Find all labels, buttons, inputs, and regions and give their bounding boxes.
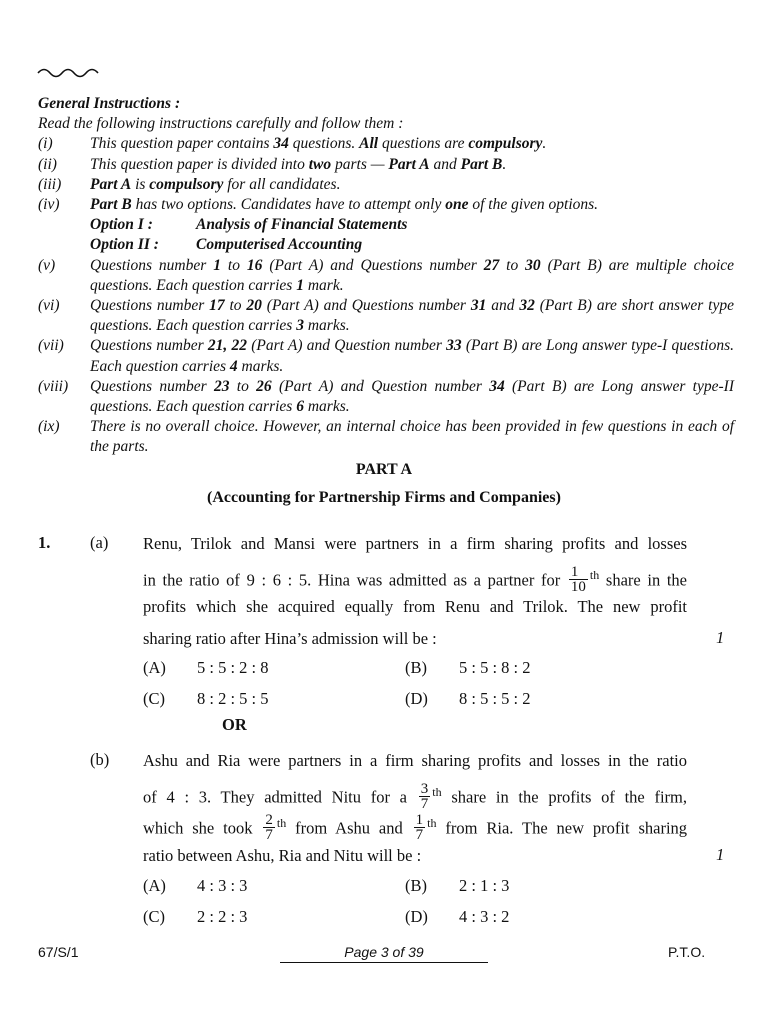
wave-ornament-icon [36, 64, 102, 80]
fraction-one-tenth: $\frac{1}{10}$ [570, 563, 586, 595]
instruction-number: (iv) [38, 196, 60, 214]
q1b-line-3-post: from Ria. The new profit sharing [445, 818, 688, 838]
q1a-line-3: profits which she acquired equally from Renu and Trilok. The new profit [143, 597, 687, 616]
part-b-option [38, 235, 734, 255]
instruction-number: (ii) [38, 155, 57, 173]
q1a-line-4: sharing ratio after Hina’s admission will be : [143, 628, 437, 648]
option-value: Analysis of Financial Statements [196, 216, 408, 234]
instruction-item [38, 134, 734, 154]
instruction-text: There is no overall choice. However, an internal choice has been provided in few questions in each of the parts. [90, 418, 734, 456]
subquestion-a-label: (a) [90, 533, 109, 552]
option-value: Computerised Accounting [196, 236, 363, 254]
q1b-line-3-mid: from Ashu and [295, 818, 403, 838]
option-label: Option I : [90, 216, 153, 234]
q1b-line-3 [143, 808, 688, 844]
instruction-text: Part B has two options. Candidates have to attempt only one of the given options. [90, 196, 599, 214]
instruction-text: Questions number 17 to 20 (Part A) and Questions number 31 and 32 (Part B) are short answer type questions. Each question carries 3 marks. [90, 297, 734, 335]
instruction-text: Questions number 21, 22 (Part A) and Question number 33 (Part B) are Long answer type-I questions. Each question carries 4 marks. [90, 337, 734, 375]
instruction-number: (v) [38, 256, 56, 274]
instruction-item [38, 377, 734, 417]
instruction-text: Questions number 23 to 26 (Part A) and Question number 34 (Part B) are Long answer type-II questions. Each question carries 6 marks. [90, 377, 734, 416]
q1a-line-2-pre: in the ratio of 9 : 6 : 5. Hina was admitted as a partner for [143, 570, 561, 589]
option-d[interactable]: (D) 4 : 3 : 2 [405, 907, 510, 926]
subquestion-b-label: (b) [90, 750, 110, 769]
please-turn-over: P.T.O. [668, 944, 706, 960]
ordinal-suffix: th [589, 567, 600, 582]
question-1a-text [143, 528, 687, 654]
instruction-number: (vii) [38, 337, 64, 355]
q1b-line-1: Ashu and Ria were partners in a firm sharing profits and losses in the ratio [143, 751, 687, 770]
q1b-line-2 [143, 777, 688, 812]
ordinal-suffix: th [276, 816, 287, 830]
instruction-number: (ix) [38, 418, 60, 436]
instruction-item [38, 195, 734, 215]
instructions-intro: Read the following instructions carefully and follow them : [38, 115, 404, 133]
instruction-item [38, 175, 734, 195]
instructions-list [38, 134, 734, 457]
option-b[interactable]: (B) 2 : 1 : 3 [405, 876, 510, 895]
fraction-two-sevenths: $\frac{2}{7}$ [265, 812, 273, 844]
instruction-item [38, 155, 734, 175]
paper-code: 67/S/1 [38, 944, 79, 960]
part-title: PART A [355, 461, 413, 478]
option-c[interactable]: (C) 8 : 2 : 5 : 5 [143, 689, 269, 708]
q1a-line-1: Renu, Trilok and Mansi were partners in a firm sharing profits and losses [143, 534, 687, 553]
q1a-line-2 [143, 560, 688, 595]
option-a[interactable]: (A) 5 : 5 : 2 : 8 [143, 658, 269, 677]
instruction-number: (viii) [38, 377, 69, 395]
instructions-title: General Instructions : [38, 95, 181, 112]
part-subtitle: (Accounting for Partnership Firms and Companies) [207, 489, 561, 506]
option-d[interactable]: (D) 8 : 5 : 5 : 2 [405, 689, 531, 708]
general-instructions [38, 94, 734, 458]
ordinal-suffix: th [432, 784, 442, 799]
option-c[interactable]: (C) 2 : 2 : 3 [143, 907, 248, 926]
instruction-text: Part A is compulsory for all candidates. [90, 175, 341, 193]
instruction-text: This question paper contains 34 questions. All questions are compulsory. [90, 135, 547, 153]
option-label: Option II : [90, 236, 159, 254]
q1a-line-2-post: share in the [605, 570, 688, 589]
instruction-number: (iii) [38, 175, 62, 193]
fraction-one-seventh: $\frac{1}{7}$ [415, 812, 424, 844]
page-number: Page 3 of 39 [280, 944, 488, 963]
question-number: 1. [38, 533, 51, 552]
fraction-three-sevenths: $\frac{3}{7}$ [420, 780, 429, 812]
instruction-number: (vi) [38, 297, 60, 315]
q1b-line-2-post: share in the profits of the firm, [451, 787, 688, 806]
instruction-item [38, 336, 734, 376]
option-b[interactable]: (B) 5 : 5 : 8 : 2 [405, 658, 531, 677]
ordinal-suffix: th [427, 816, 437, 830]
q1b-line-3-pre: which she took [143, 818, 253, 838]
instruction-item [38, 417, 734, 457]
q1b-line-4: ratio between Ashu, Ria and Nitu will be : [143, 845, 422, 865]
instruction-item [38, 256, 734, 296]
q1a-options [143, 658, 703, 720]
or-separator: OR [222, 715, 247, 734]
instruction-text: Questions number 1 to 16 (Part A) and Questions number 27 to 30 (Part B) are multiple choice questions. Each question carries 1 mark. [90, 256, 735, 294]
instruction-item [38, 296, 734, 336]
part-b-option [38, 215, 734, 235]
instruction-text: This question paper is divided into two parts — Part A and Part B. [90, 155, 507, 173]
option-a[interactable]: (A) 4 : 3 : 3 [143, 876, 248, 895]
q1b-marks: 1 [716, 845, 725, 864]
q1b-options [143, 876, 703, 938]
q1b-line-2-pre: of 4 : 3. They admitted Nitu for a [143, 787, 408, 806]
instruction-number: (i) [38, 135, 53, 153]
question-1b-text [143, 745, 687, 871]
q1a-marks: 1 [716, 628, 725, 647]
